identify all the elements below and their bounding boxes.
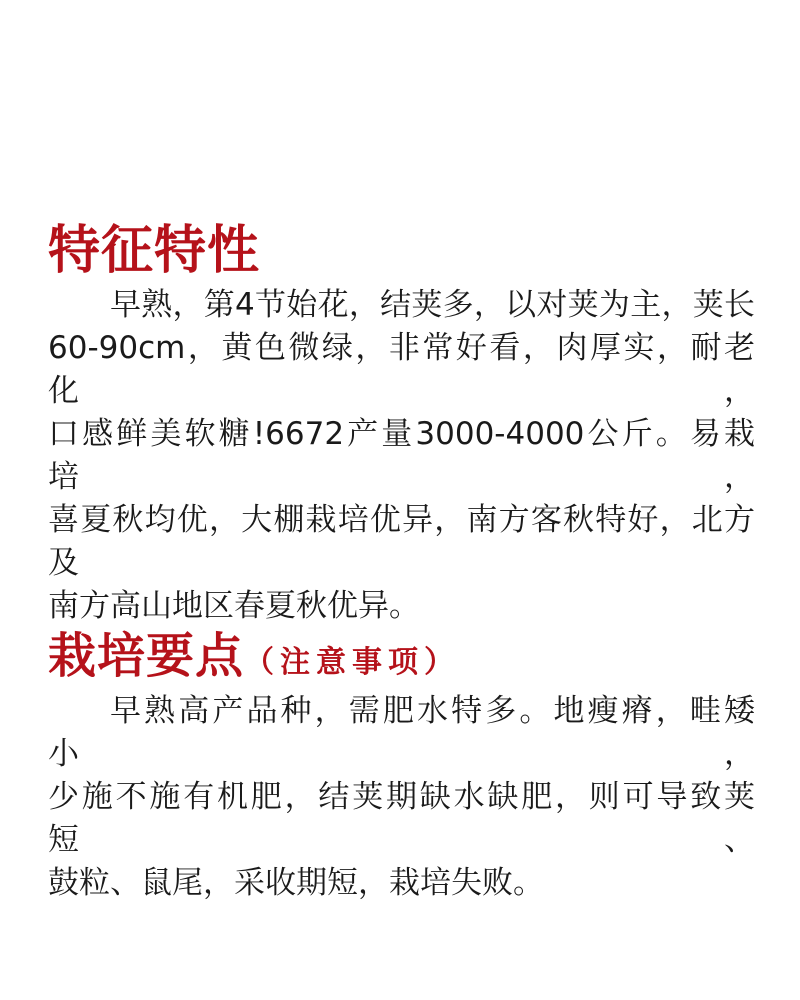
section-heading-cultivation-note: （注意事项）	[244, 645, 461, 681]
paragraph-line: 喜夏秋均优，大棚栽培优异，南方客秋特好，北方及	[48, 502, 755, 582]
cultivation-paragraph	[48, 690, 755, 905]
characteristics-paragraph	[48, 284, 755, 628]
paragraph-line: 口感鲜美软糖!6672产量3000-4000公斤。易栽培，	[48, 416, 755, 496]
paragraph-line: 早熟，第4节始花，结荚多，以对荚为主，荚长	[110, 287, 755, 324]
section-heading-characteristics: 特征特性	[48, 220, 261, 281]
section-heading-cultivation-main: 栽培要点	[48, 628, 245, 685]
paragraph-line: 鼓粒、鼠尾，采收期短，栽培失败。	[48, 864, 544, 901]
paragraph-line: 60-90cm，黄色微绿，非常好看，肉厚实，耐老化，	[48, 330, 755, 410]
section-cultivation-points	[48, 628, 755, 905]
paragraph-line: 南方高山地区春夏秋优异。	[48, 588, 420, 625]
paragraph-line: 早熟高产品种，需肥水特多。地瘦瘠，畦矮小，	[48, 692, 755, 772]
paragraph-line: 少施不施有机肥，结荚期缺水缺肥，则可导致荚短、	[48, 778, 755, 858]
section-characteristics	[48, 220, 755, 628]
section-heading-cultivation	[48, 628, 755, 685]
